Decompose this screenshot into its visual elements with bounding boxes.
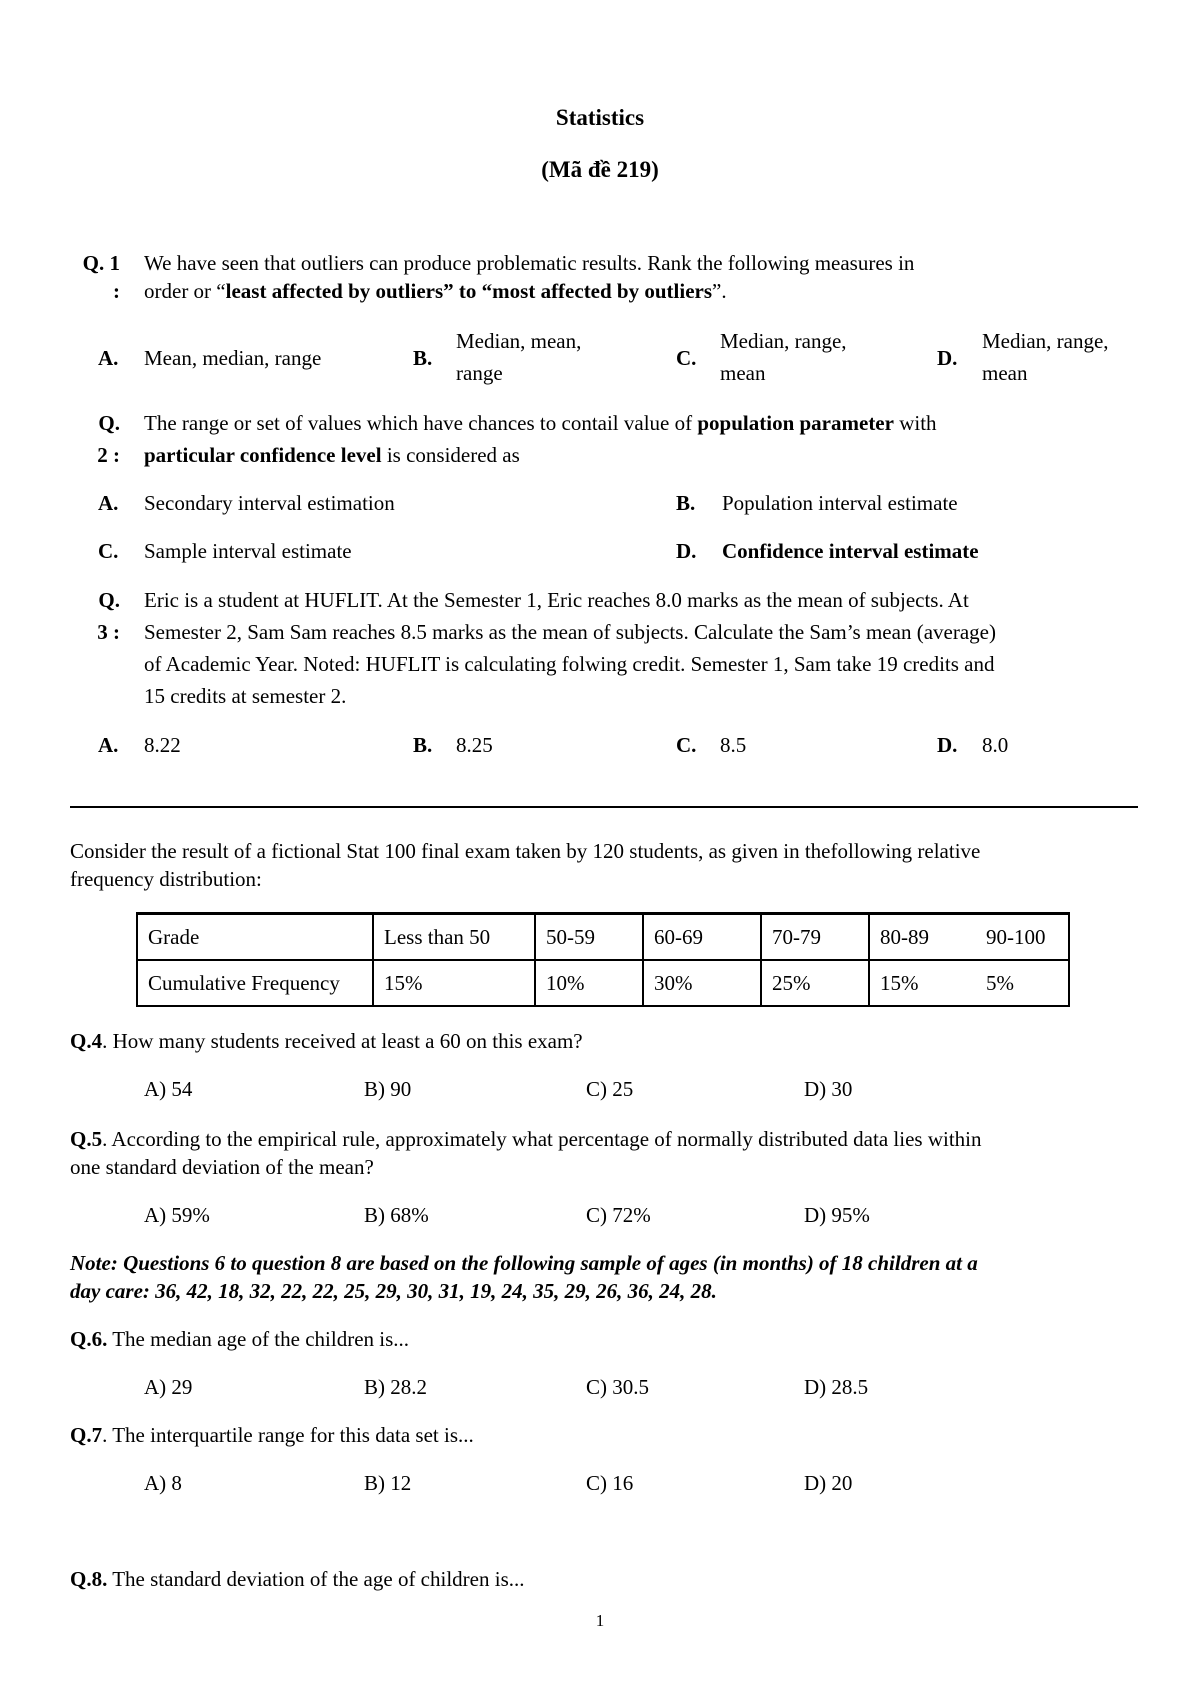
table-cell: 15%	[373, 960, 535, 1006]
option-text-line1[interactable]: Median, mean,	[456, 329, 582, 353]
question-label: Q.4	[70, 1029, 103, 1053]
option-letter: C.	[676, 733, 697, 757]
option-text-line1[interactable]: Median, range,	[720, 329, 847, 353]
option-letter: A.	[98, 346, 119, 370]
bold-span: ” to “	[443, 279, 493, 303]
option-text[interactable]: D) 28.5	[804, 1375, 869, 1399]
option-text[interactable]: 8.0	[982, 733, 1009, 757]
question-text	[70, 1126, 982, 1152]
table-cell: 60-69	[643, 914, 761, 961]
question-text-line1: Eric is a student at HUFLIT. At the Semester 1, Eric reaches 8.0 marks as the mean of subjects. At	[144, 588, 969, 612]
option-text[interactable]: Population interval estimate	[722, 491, 958, 515]
option-text[interactable]: B) 28.2	[364, 1375, 427, 1399]
question-label-suffix: 2 :	[97, 443, 120, 467]
question-text-line2: Semester 2, Sam Sam reaches 8.5 marks as the mean of subjects. Calculate the Sam’s mean (average)	[144, 620, 996, 644]
option-text[interactable]: B) 90	[364, 1077, 412, 1101]
option-text[interactable]: 8.22	[144, 733, 181, 757]
option-text[interactable]: D) 95%	[804, 1203, 870, 1227]
question-label: Q.5	[70, 1127, 103, 1151]
option-text-line1[interactable]: Median, range,	[982, 329, 1109, 353]
option-letter: D.	[676, 539, 697, 563]
option-text[interactable]: Sample interval estimate	[144, 539, 352, 563]
table-cell: 50-59	[535, 914, 643, 961]
option-text[interactable]: D) 30	[804, 1077, 853, 1101]
option-text[interactable]: D) 20	[804, 1471, 853, 1495]
option-text[interactable]: Secondary interval estimation	[144, 491, 395, 515]
option-letter: C.	[676, 346, 697, 370]
option-letter: C.	[98, 539, 119, 563]
question-text	[70, 1028, 583, 1054]
table-cell: 10%	[535, 960, 643, 1006]
text-span: . The interquartile range for this data set is...	[102, 1423, 474, 1447]
question-label-suffix: 3 :	[97, 620, 120, 644]
question-label-suffix: :	[113, 279, 120, 303]
option-text[interactable]: C) 16	[586, 1471, 634, 1495]
question-text	[70, 1422, 474, 1448]
option-letter: B.	[676, 491, 696, 515]
question-label: Q. 1	[82, 251, 120, 275]
option-text[interactable]: B) 68%	[364, 1203, 429, 1227]
page-number: 1	[595, 1611, 605, 1630]
question-text-line2	[144, 278, 1138, 304]
question-text-line3: of Academic Year. Noted: HUFLIT is calculating folwing credit. Semester 1, Sam take 19 credits and	[144, 652, 995, 676]
option-text[interactable]: B) 12	[364, 1471, 412, 1495]
intro-text-line2: frequency distribution:	[70, 867, 262, 891]
note-text-line2: day care: 36, 42, 18, 32, 22, 22, 25, 29, 30, 31, 19, 24, 35, 29, 26, 36, 24, 28.	[70, 1279, 717, 1303]
option-text[interactable]: Mean, median, range	[144, 346, 322, 370]
text-span: The range or set of values which have chances to contail value of	[144, 411, 698, 435]
question-label: Q.7	[70, 1423, 103, 1447]
option-letter: B.	[413, 346, 433, 370]
option-text[interactable]: A) 8	[144, 1471, 182, 1495]
table-cell: Cumulative Frequency	[137, 960, 373, 1006]
table-cell: 90-100	[976, 914, 1069, 961]
text-span: . How many students received at least a 60 on this exam?	[102, 1029, 583, 1053]
bold-span: population parameter	[697, 411, 894, 435]
option-text-line2[interactable]: range	[456, 361, 503, 385]
table-cell: 15%	[869, 960, 976, 1006]
option-letter: D.	[937, 346, 958, 370]
section-divider	[70, 806, 1138, 808]
option-text[interactable]: C) 25	[586, 1077, 634, 1101]
bold-span: least affected by outliers	[225, 279, 444, 303]
option-text-line2[interactable]: mean	[720, 361, 766, 385]
frequency-table	[136, 912, 1070, 1007]
option-letter: A.	[98, 491, 119, 515]
text-span: is considered as	[381, 443, 520, 467]
question-label: Q.8.	[70, 1567, 108, 1591]
text-span: The median age of the children is...	[107, 1327, 410, 1351]
question-text-line1	[144, 410, 1138, 436]
table-row	[137, 914, 1069, 961]
text-span: The standard deviation of the age of children is...	[107, 1567, 525, 1591]
question-text: We have seen that outliers can produce problematic results. Rank the following measures in	[144, 251, 915, 275]
question-text	[70, 1326, 409, 1352]
table-cell: 25%	[761, 960, 869, 1006]
option-text[interactable]: A) 29	[144, 1375, 193, 1399]
table-row	[137, 960, 1069, 1006]
option-text[interactable]: 8.25	[456, 733, 493, 757]
question-text-line2: one standard deviation of the mean?	[70, 1155, 374, 1179]
table-cell: Less than 50	[373, 914, 535, 961]
option-text[interactable]: C) 30.5	[586, 1375, 649, 1399]
table-cell: 30%	[643, 960, 761, 1006]
question-text-line4: 15 credits at semester 2.	[144, 684, 347, 708]
question-label: Q.	[98, 588, 120, 612]
bold-span: particular confidence level	[144, 443, 382, 467]
option-text-correct[interactable]: Confidence interval estimate	[722, 539, 979, 563]
option-letter: A.	[98, 733, 119, 757]
page-title: Statistics	[555, 105, 645, 130]
option-letter: B.	[413, 733, 433, 757]
option-letter: D.	[937, 733, 958, 757]
option-text[interactable]: A) 54	[144, 1077, 193, 1101]
note-text-line1: Note: Questions 6 to question 8 are based on the following sample of ages (in months) of 18 children at a	[70, 1251, 978, 1275]
table-cell: 80-89	[869, 914, 976, 961]
option-text[interactable]: A) 59%	[144, 1203, 210, 1227]
intro-text-line1: Consider the result of a fictional Stat 100 final exam taken by 120 students, as given in thefollowing relative	[70, 839, 981, 863]
option-text-line2[interactable]: mean	[982, 361, 1028, 385]
question-label: Q.	[98, 411, 120, 435]
question-label: Q.6.	[70, 1327, 108, 1351]
table-cell: 70-79	[761, 914, 869, 961]
text-span: . According to the empirical rule, approximately what percentage of normally distributed data lies within	[102, 1127, 982, 1151]
question-text	[70, 1566, 525, 1592]
text-span: ”.	[712, 279, 727, 303]
bold-span: most affected by outliers	[492, 279, 713, 303]
text-span: order or “	[144, 279, 226, 303]
option-text[interactable]: 8.5	[720, 733, 747, 757]
table-cell: Grade	[137, 914, 373, 961]
table-cell: 5%	[976, 960, 1069, 1006]
question-text-line2	[144, 442, 1138, 468]
option-text[interactable]: C) 72%	[586, 1203, 651, 1227]
text-span: with	[893, 411, 937, 435]
exam-code: (Mã đề 219)	[541, 157, 659, 182]
